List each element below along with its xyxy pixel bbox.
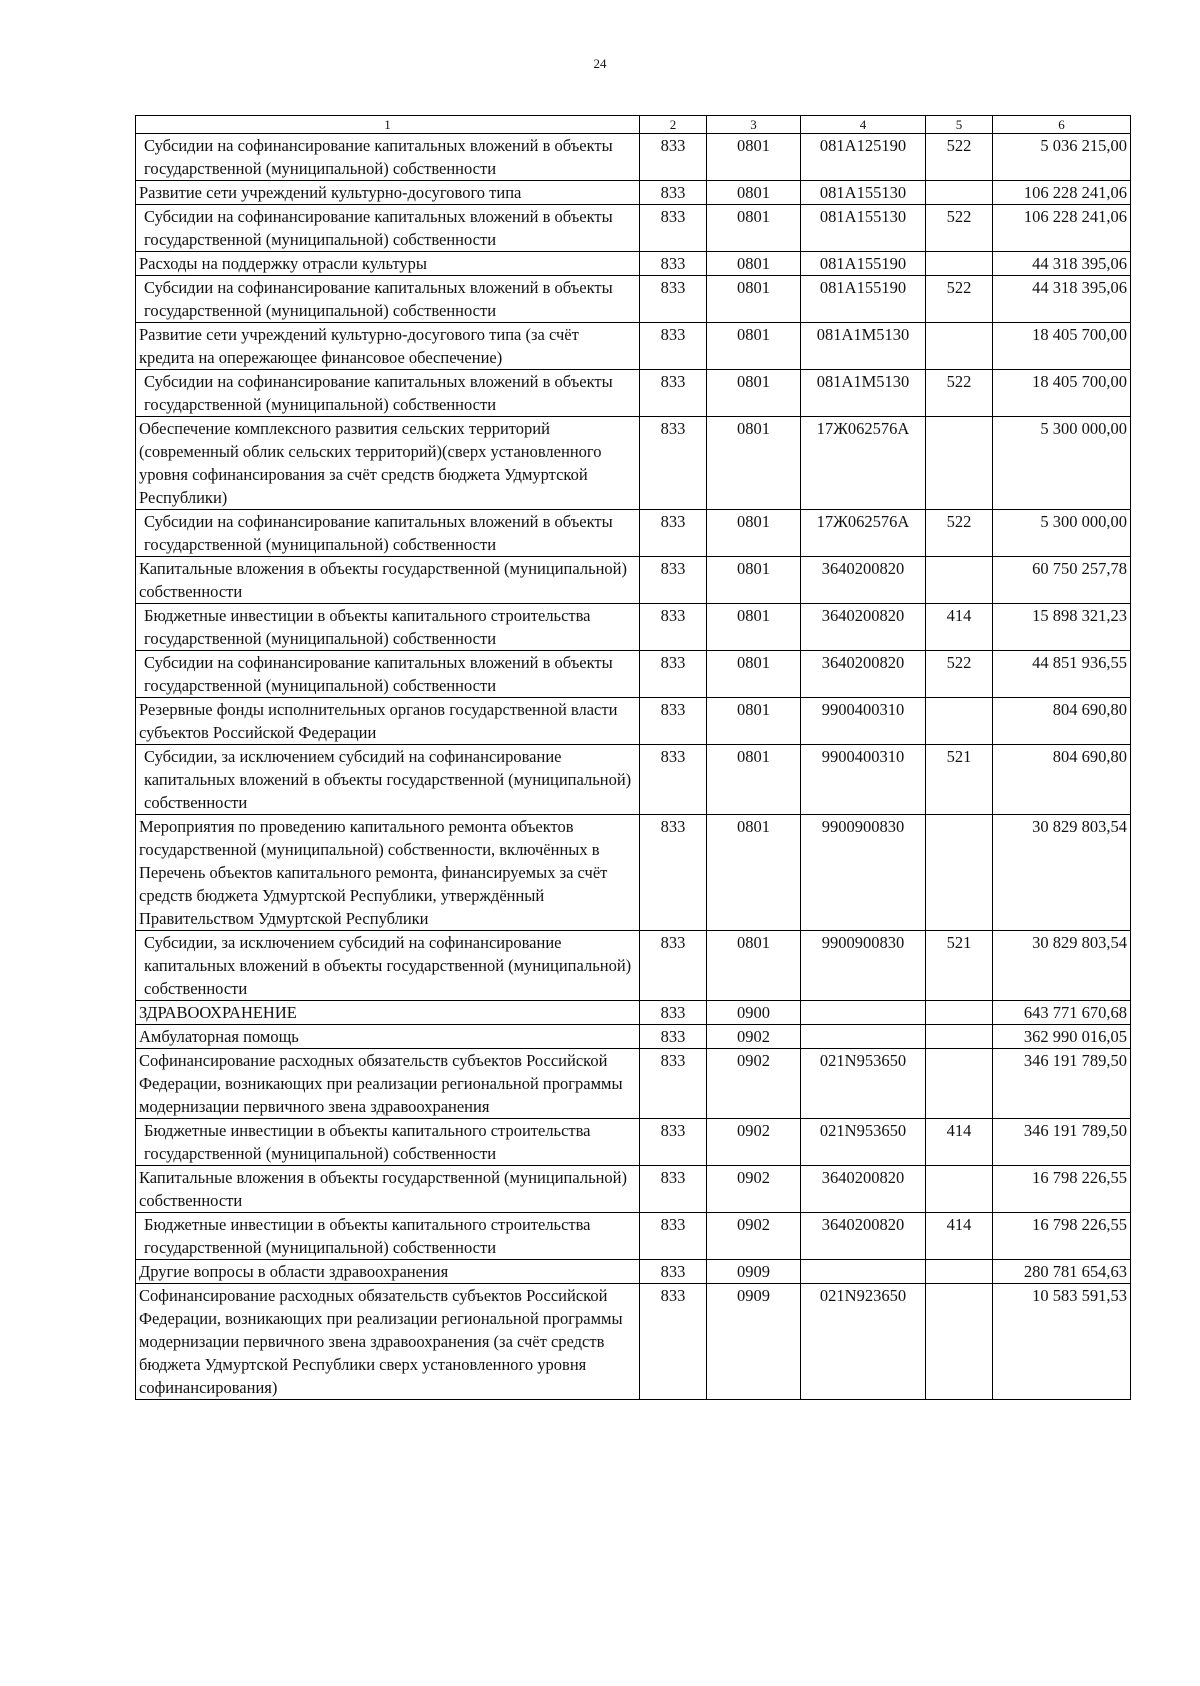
cell-target-article: 9900900830 bbox=[801, 931, 926, 1001]
cell-section: 0801 bbox=[707, 252, 801, 276]
table-row bbox=[136, 1260, 1131, 1284]
cell-name: Другие вопросы в области здравоохранения bbox=[136, 1260, 640, 1284]
cell-target-article: 081A1M5130 bbox=[801, 323, 926, 370]
table-row bbox=[136, 557, 1131, 604]
cell-target-article: 081A155130 bbox=[801, 205, 926, 252]
cell-section: 0909 bbox=[707, 1284, 801, 1400]
cell-section: 0902 bbox=[707, 1025, 801, 1049]
cell-amount: 16 798 226,55 bbox=[993, 1166, 1131, 1213]
cell-expense-type bbox=[926, 1049, 993, 1119]
cell-grbs: 833 bbox=[640, 931, 707, 1001]
table-row bbox=[136, 604, 1131, 651]
cell-section: 0801 bbox=[707, 134, 801, 181]
cell-name: Бюджетные инвестиции в объекты капитального строительства государственной (муниципальной) собственности bbox=[136, 1213, 640, 1260]
cell-section: 0801 bbox=[707, 510, 801, 557]
cell-expense-type bbox=[926, 323, 993, 370]
cell-target-article: 081A155130 bbox=[801, 181, 926, 205]
cell-name: ЗДРАВООХРАНЕНИЕ bbox=[136, 1001, 640, 1025]
cell-grbs: 833 bbox=[640, 604, 707, 651]
cell-amount: 5 300 000,00 bbox=[993, 510, 1131, 557]
cell-section: 0902 bbox=[707, 1213, 801, 1260]
cell-name: Субсидии на софинансирование капитальных вложений в объекты государственной (муниципальной) собственности bbox=[136, 370, 640, 417]
cell-expense-type bbox=[926, 1284, 993, 1400]
table-row bbox=[136, 815, 1131, 931]
cell-expense-type bbox=[926, 1260, 993, 1284]
table-row bbox=[136, 323, 1131, 370]
column-header-amount: 6 bbox=[993, 116, 1131, 134]
cell-amount: 10 583 591,53 bbox=[993, 1284, 1131, 1400]
cell-target-article: 081A155190 bbox=[801, 252, 926, 276]
column-header-grbs: 2 bbox=[640, 116, 707, 134]
cell-grbs: 833 bbox=[640, 1166, 707, 1213]
column-header-section: 3 bbox=[707, 116, 801, 134]
cell-section: 0902 bbox=[707, 1166, 801, 1213]
cell-target-article: 3640200820 bbox=[801, 1166, 926, 1213]
cell-target-article: 3640200820 bbox=[801, 604, 926, 651]
cell-amount: 106 228 241,06 bbox=[993, 181, 1131, 205]
cell-target-article: 021N953650 bbox=[801, 1119, 926, 1166]
cell-expense-type bbox=[926, 1025, 993, 1049]
table-row bbox=[136, 252, 1131, 276]
cell-amount: 44 851 936,55 bbox=[993, 651, 1131, 698]
cell-expense-type bbox=[926, 417, 993, 510]
cell-section: 0801 bbox=[707, 181, 801, 205]
cell-target-article: 9900400310 bbox=[801, 698, 926, 745]
cell-target-article: 3640200820 bbox=[801, 557, 926, 604]
cell-name: Субсидии на софинансирование капитальных вложений в объекты государственной (муниципальной) собственности bbox=[136, 276, 640, 323]
cell-expense-type: 522 bbox=[926, 651, 993, 698]
cell-section: 0801 bbox=[707, 604, 801, 651]
cell-name: Амбулаторная помощь bbox=[136, 1025, 640, 1049]
cell-grbs: 833 bbox=[640, 745, 707, 815]
cell-target-article: 9900400310 bbox=[801, 745, 926, 815]
cell-target-article: 081A125190 bbox=[801, 134, 926, 181]
cell-name: Бюджетные инвестиции в объекты капитального строительства государственной (муниципальной) собственности bbox=[136, 1119, 640, 1166]
cell-section: 0909 bbox=[707, 1260, 801, 1284]
cell-expense-type: 522 bbox=[926, 276, 993, 323]
cell-amount: 280 781 654,63 bbox=[993, 1260, 1131, 1284]
cell-name: Бюджетные инвестиции в объекты капитального строительства государственной (муниципальной) собственности bbox=[136, 604, 640, 651]
cell-target-article: 021N953650 bbox=[801, 1049, 926, 1119]
cell-grbs: 833 bbox=[640, 323, 707, 370]
cell-amount: 5 036 215,00 bbox=[993, 134, 1131, 181]
cell-name: Софинансирование расходных обязательств субъектов Российской Федерации, возникающих при реализации региональной программы модернизации первичного звена здравоохранения (за счёт средств бюджета Удмуртской Республики сверх установленного уровня софинансирования) bbox=[136, 1284, 640, 1400]
cell-grbs: 833 bbox=[640, 1049, 707, 1119]
cell-target-article bbox=[801, 1025, 926, 1049]
cell-expense-type: 414 bbox=[926, 1213, 993, 1260]
cell-amount: 30 829 803,54 bbox=[993, 931, 1131, 1001]
cell-amount: 18 405 700,00 bbox=[993, 323, 1131, 370]
table-row bbox=[136, 1119, 1131, 1166]
cell-section: 0801 bbox=[707, 745, 801, 815]
table-row bbox=[136, 1049, 1131, 1119]
cell-amount: 362 990 016,05 bbox=[993, 1025, 1131, 1049]
cell-amount: 44 318 395,06 bbox=[993, 252, 1131, 276]
cell-grbs: 833 bbox=[640, 1001, 707, 1025]
cell-amount: 804 690,80 bbox=[993, 745, 1131, 815]
cell-name: Развитие сети учреждений культурно-досугового типа bbox=[136, 181, 640, 205]
cell-section: 0801 bbox=[707, 698, 801, 745]
cell-target-article: 3640200820 bbox=[801, 651, 926, 698]
cell-grbs: 833 bbox=[640, 417, 707, 510]
cell-name: Резервные фонды исполнительных органов государственной власти субъектов Российской Федерации bbox=[136, 698, 640, 745]
cell-target-article: 081A155190 bbox=[801, 276, 926, 323]
cell-name: Субсидии на софинансирование капитальных вложений в объекты государственной (муниципальной) собственности bbox=[136, 205, 640, 252]
cell-expense-type: 522 bbox=[926, 134, 993, 181]
cell-grbs: 833 bbox=[640, 276, 707, 323]
cell-target-article: 17Ж062576А bbox=[801, 417, 926, 510]
cell-section: 0902 bbox=[707, 1119, 801, 1166]
cell-name: Развитие сети учреждений культурно-досугового типа (за счёт кредита на опережающее финансовое обеспечение) bbox=[136, 323, 640, 370]
cell-amount: 643 771 670,68 bbox=[993, 1001, 1131, 1025]
cell-grbs: 833 bbox=[640, 1284, 707, 1400]
table-row bbox=[136, 134, 1131, 181]
table-body bbox=[136, 134, 1131, 1400]
table-row bbox=[136, 276, 1131, 323]
cell-section: 0801 bbox=[707, 651, 801, 698]
cell-name: Субсидии на софинансирование капитальных вложений в объекты государственной (муниципальной) собственности bbox=[136, 510, 640, 557]
cell-grbs: 833 bbox=[640, 510, 707, 557]
column-header-target-article: 4 bbox=[801, 116, 926, 134]
cell-amount: 18 405 700,00 bbox=[993, 370, 1131, 417]
table-row bbox=[136, 698, 1131, 745]
cell-target-article: 021N923650 bbox=[801, 1284, 926, 1400]
cell-amount: 16 798 226,55 bbox=[993, 1213, 1131, 1260]
table-row bbox=[136, 205, 1131, 252]
cell-section: 0801 bbox=[707, 370, 801, 417]
cell-expense-type bbox=[926, 181, 993, 205]
cell-target-article bbox=[801, 1001, 926, 1025]
cell-target-article bbox=[801, 1260, 926, 1284]
table-row bbox=[136, 181, 1131, 205]
column-number-row bbox=[136, 116, 1131, 134]
cell-section: 0801 bbox=[707, 557, 801, 604]
cell-expense-type: 414 bbox=[926, 1119, 993, 1166]
cell-section: 0902 bbox=[707, 1049, 801, 1119]
cell-expense-type bbox=[926, 1166, 993, 1213]
column-header-name: 1 bbox=[136, 116, 640, 134]
table-row bbox=[136, 1025, 1131, 1049]
cell-name: Капитальные вложения в объекты государственной (муниципальной) собственности bbox=[136, 1166, 640, 1213]
cell-grbs: 833 bbox=[640, 134, 707, 181]
cell-amount: 346 191 789,50 bbox=[993, 1119, 1131, 1166]
cell-grbs: 833 bbox=[640, 698, 707, 745]
cell-amount: 30 829 803,54 bbox=[993, 815, 1131, 931]
cell-expense-type bbox=[926, 557, 993, 604]
table-row bbox=[136, 1166, 1131, 1213]
cell-expense-type: 521 bbox=[926, 745, 993, 815]
cell-amount: 15 898 321,23 bbox=[993, 604, 1131, 651]
cell-target-article: 081A1M5130 bbox=[801, 370, 926, 417]
cell-expense-type bbox=[926, 815, 993, 931]
cell-section: 0801 bbox=[707, 815, 801, 931]
table-row bbox=[136, 417, 1131, 510]
cell-grbs: 833 bbox=[640, 557, 707, 604]
cell-section: 0801 bbox=[707, 417, 801, 510]
cell-grbs: 833 bbox=[640, 1260, 707, 1284]
table-row bbox=[136, 370, 1131, 417]
cell-section: 0801 bbox=[707, 931, 801, 1001]
table-row bbox=[136, 1213, 1131, 1260]
cell-amount: 346 191 789,50 bbox=[993, 1049, 1131, 1119]
cell-name: Субсидии, за исключением субсидий на софинансирование капитальных вложений в объекты государственной (муниципальной) собственности bbox=[136, 745, 640, 815]
cell-name: Софинансирование расходных обязательств субъектов Российской Федерации, возникающих при реализации региональной программы модернизации первичного звена здравоохранения bbox=[136, 1049, 640, 1119]
cell-expense-type: 522 bbox=[926, 205, 993, 252]
cell-amount: 5 300 000,00 bbox=[993, 417, 1131, 510]
cell-target-article: 17Ж062576А bbox=[801, 510, 926, 557]
column-header-expense-type: 5 bbox=[926, 116, 993, 134]
cell-expense-type: 522 bbox=[926, 370, 993, 417]
cell-name: Обеспечение комплексного развития сельских территорий (современный облик сельских территорий)(сверх установленного уровня софинансирования за счёт средств бюджета Удмуртской Республики) bbox=[136, 417, 640, 510]
cell-name: Мероприятия по проведению капитального ремонта объектов государственной (муниципальной) собственности, включённых в Перечень объектов капитального ремонта, финансируемых за счёт средств бюджета Удмуртской Республики, утверждённый Правительством Удмуртской Республики bbox=[136, 815, 640, 931]
cell-section: 0801 bbox=[707, 205, 801, 252]
table-row bbox=[136, 1284, 1131, 1400]
cell-name: Капитальные вложения в объекты государственной (муниципальной) собственности bbox=[136, 557, 640, 604]
cell-grbs: 833 bbox=[640, 651, 707, 698]
cell-expense-type bbox=[926, 698, 993, 745]
cell-grbs: 833 bbox=[640, 1213, 707, 1260]
cell-target-article: 3640200820 bbox=[801, 1213, 926, 1260]
cell-grbs: 833 bbox=[640, 370, 707, 417]
table-row bbox=[136, 745, 1131, 815]
budget-table bbox=[135, 115, 1131, 1400]
table-row bbox=[136, 1001, 1131, 1025]
cell-grbs: 833 bbox=[640, 181, 707, 205]
cell-amount: 106 228 241,06 bbox=[993, 205, 1131, 252]
cell-grbs: 833 bbox=[640, 815, 707, 931]
cell-expense-type: 522 bbox=[926, 510, 993, 557]
cell-expense-type: 414 bbox=[926, 604, 993, 651]
cell-amount: 804 690,80 bbox=[993, 698, 1131, 745]
cell-name: Субсидии, за исключением субсидий на софинансирование капитальных вложений в объекты государственной (муниципальной) собственности bbox=[136, 931, 640, 1001]
cell-name: Расходы на поддержку отрасли культуры bbox=[136, 252, 640, 276]
cell-expense-type bbox=[926, 252, 993, 276]
cell-amount: 44 318 395,06 bbox=[993, 276, 1131, 323]
cell-grbs: 833 bbox=[640, 1025, 707, 1049]
cell-name: Субсидии на софинансирование капитальных вложений в объекты государственной (муниципальной) собственности bbox=[136, 651, 640, 698]
table-row bbox=[136, 510, 1131, 557]
cell-grbs: 833 bbox=[640, 205, 707, 252]
cell-grbs: 833 bbox=[640, 252, 707, 276]
cell-name: Субсидии на софинансирование капитальных вложений в объекты государственной (муниципальной) собственности bbox=[136, 134, 640, 181]
table-row bbox=[136, 651, 1131, 698]
page-number: 24 bbox=[593, 56, 607, 71]
cell-expense-type bbox=[926, 1001, 993, 1025]
cell-section: 0900 bbox=[707, 1001, 801, 1025]
table-row bbox=[136, 931, 1131, 1001]
cell-expense-type: 521 bbox=[926, 931, 993, 1001]
cell-grbs: 833 bbox=[640, 1119, 707, 1166]
cell-section: 0801 bbox=[707, 276, 801, 323]
cell-target-article: 9900900830 bbox=[801, 815, 926, 931]
cell-amount: 60 750 257,78 bbox=[993, 557, 1131, 604]
cell-section: 0801 bbox=[707, 323, 801, 370]
